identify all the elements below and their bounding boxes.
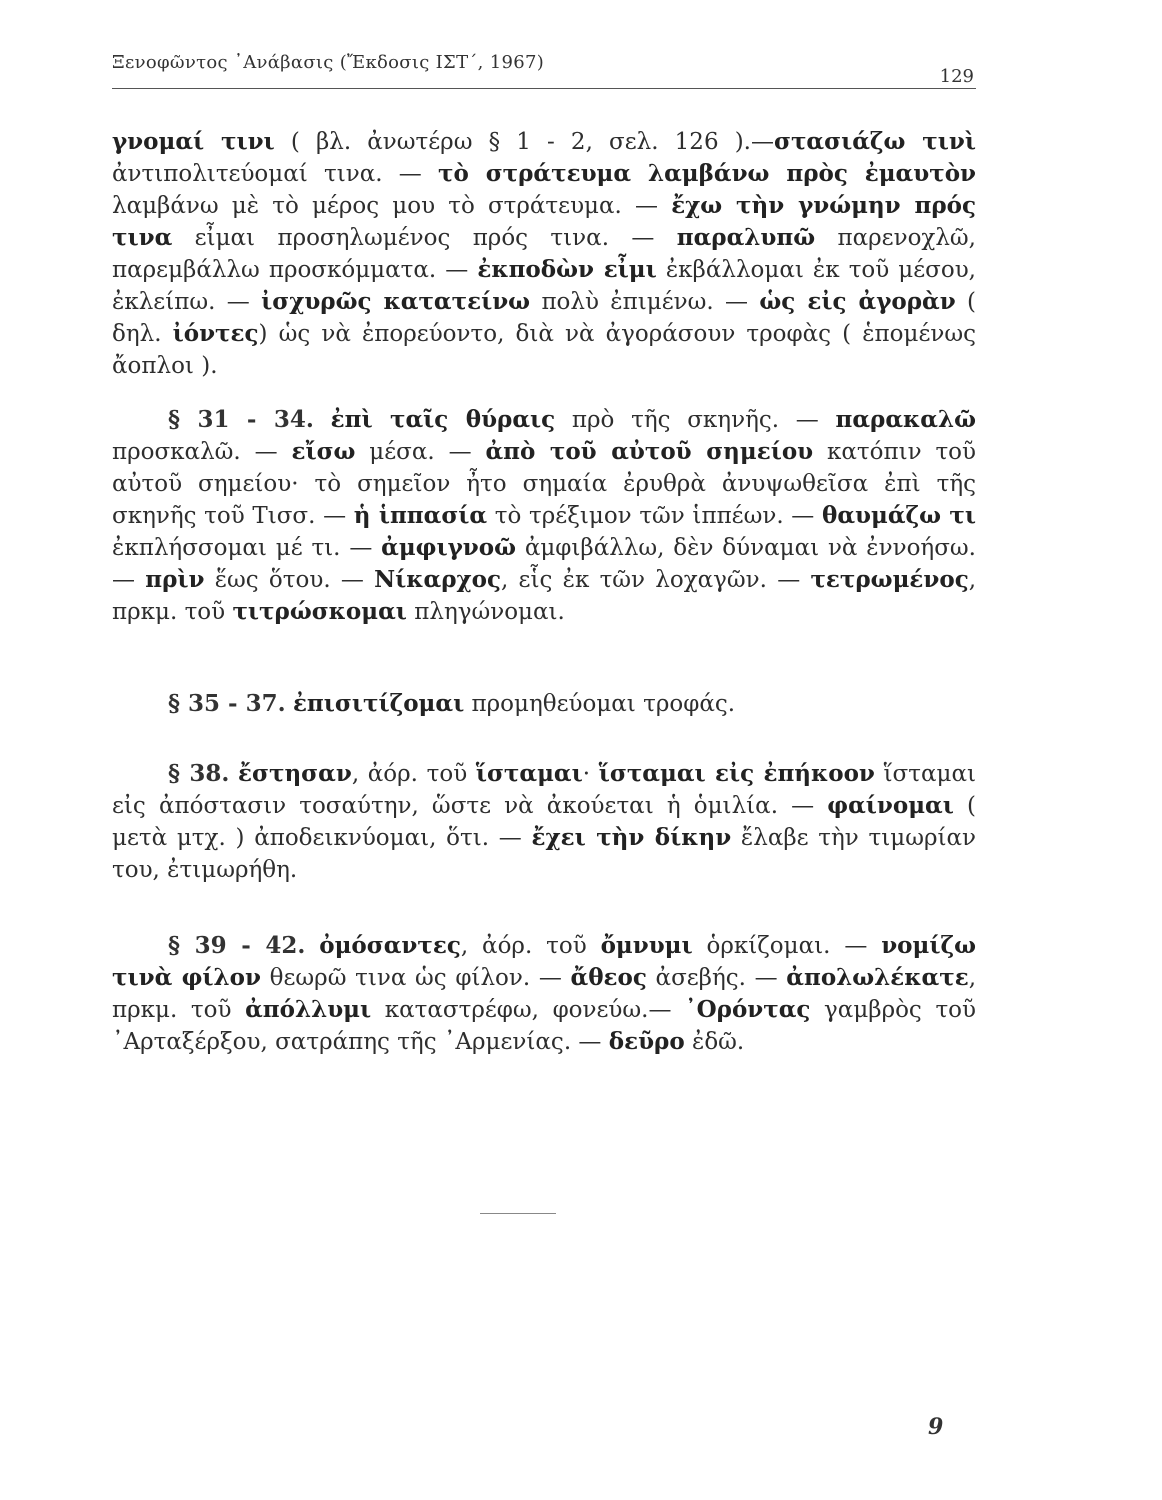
gloss: ἐκβάλλομαι ἐκ τοῦ μέσου, ἐκλείπω. — <box>112 257 976 315</box>
term: ἄθεος <box>570 964 647 991</box>
term: ἐκποδὼν εἶμι <box>477 256 657 283</box>
gloss: ἐδῶ. <box>684 1029 745 1055</box>
section-number: § 35 - 37. <box>168 690 286 717</box>
term: νομίζω τινὰ φίλον <box>112 932 976 991</box>
term: ἰόντες <box>172 320 259 347</box>
gloss: ὁρκίζομαι. — <box>692 933 882 959</box>
gloss: ἀντιπολιτεύομαί τινα. — <box>112 161 438 187</box>
gloss: προσκαλῶ. — <box>112 439 292 465</box>
gloss: γαμβρὸς τοῦ ᾿Αρταξέρξου, σατράπης τῆς ᾿Αρμενίας. — <box>112 997 976 1055</box>
gloss: ἀσεβής. — <box>646 965 787 991</box>
gloss: ( δηλ. <box>112 289 976 347</box>
term: Νίκαρχος <box>374 566 501 593</box>
running-title: Ξενοφῶντος ᾿Ανάβασις (Ἔκδοσις ΙΣΤ΄, 1967) <box>112 52 545 73</box>
gloss: πολὺ ἐπιμένω. — <box>530 289 760 315</box>
term: ἵσταμαι εἰς ἐπήκοον <box>598 760 875 787</box>
term: ἀμφιγνοῶ <box>381 534 516 561</box>
term: ἔχει τὴν δίκην <box>531 824 732 851</box>
section-number: § 38. <box>168 760 230 787</box>
gloss: παρενοχλῶ, παρεμβάλλω προσκόμματα. — <box>112 225 976 283</box>
gloss: ἔλαβε τὴν τιμωρίαν του, ἐτιμωρήθη. <box>112 825 976 883</box>
paragraph-vocabulary-5 <box>112 930 976 1058</box>
term: ἰσχυρῶς κατατείνω <box>261 288 531 315</box>
term: ᾿Ορόντας <box>685 996 811 1023</box>
paragraph-3 <box>112 688 976 720</box>
gloss: , πρκμ. τοῦ <box>112 965 976 1023</box>
term: θαυμάζω τι <box>821 502 976 529</box>
paragraph-vocabulary-4 <box>112 758 976 886</box>
term: ὀμόσαντες <box>319 932 461 959</box>
term: πρὶν <box>145 566 205 593</box>
gloss: πρὸ τῆς σκηνῆς. — <box>555 407 836 433</box>
signature-mark: 9 <box>928 1414 944 1440</box>
gloss: εἶμαι προσηλωμένος πρός τινα. — <box>172 225 677 251</box>
gloss: , εἷς ἐκ τῶν λοχαγῶν. — <box>501 567 811 593</box>
paragraph-4 <box>112 758 976 886</box>
term: ἐπὶ ταῖς θύραις <box>330 406 556 433</box>
gloss: ἀμφιβάλλω, δὲν δύναμαι νὰ ἐννοήσω. — <box>112 535 976 593</box>
term: τιτρώσκομαι <box>232 598 407 625</box>
gloss: , ἀόρ. τοῦ <box>351 761 476 787</box>
term: ἔχω τὴν γνώμην πρός τινα <box>112 192 976 251</box>
gloss: λαμβάνω μὲ τὸ μέρος μου τὸ στράτευμα. — <box>112 193 672 219</box>
term: τετρωμένος <box>810 566 969 593</box>
term: ἔστησαν <box>238 760 352 787</box>
paragraph-5 <box>112 930 976 1058</box>
paragraph-1 <box>112 126 976 382</box>
gloss: , πρκμ. τοῦ <box>112 567 977 625</box>
paragraph-2 <box>112 404 976 628</box>
term: παρακαλῶ <box>835 406 977 433</box>
paragraph-vocabulary-1 <box>112 126 976 382</box>
running-header <box>112 48 976 89</box>
paragraph-vocabulary-3 <box>112 688 976 720</box>
gloss: · <box>582 761 599 787</box>
gloss: ( βλ. ἀνωτέρω § 1 - 2, σελ. 126 ).— <box>274 129 774 155</box>
gloss: , ἀόρ. τοῦ <box>460 933 601 959</box>
term: γνομαί τινι <box>112 128 275 155</box>
gloss: ἐκπλήσσομαι μέ τι. — <box>112 535 382 561</box>
term: δεῦρο <box>608 1028 685 1055</box>
term: ὡς εἰς ἀγορὰν <box>759 288 956 315</box>
gloss: μέσα. — <box>355 439 486 465</box>
term: ὄμνυμι <box>600 932 693 959</box>
term: στασιάζω τινὶ <box>774 128 976 155</box>
term: ἀπὸ τοῦ αὐτοῦ σημείου <box>485 438 814 465</box>
page-number: 129 <box>939 66 974 87</box>
gloss: ἕως ὅτου. — <box>204 567 375 593</box>
gloss: πληγώνομαι. <box>406 599 565 625</box>
section-number: § 39 - 42. <box>168 932 306 959</box>
term: ἀπολωλέκατε <box>786 964 969 991</box>
term: παραλυπῶ <box>676 224 816 251</box>
gloss: κατόπιν τοῦ αὐτοῦ σημείου· τὸ σημεῖον ἦτο σημαία ἐρυθρὰ ἀνυψωθεῖσα ἐπὶ τῆς σκηνῆς τοῦ Τισσ. — <box>112 439 976 529</box>
paragraph-vocabulary-2 <box>112 404 976 628</box>
term: ἡ ἱππασία <box>353 502 488 529</box>
gloss: ἵσταμαι εἰς ἀπόστασιν τοσαύτην, ὥστε νὰ ἀκούεται ἡ ὁμιλία. — <box>112 761 976 819</box>
footnote-divider <box>480 1213 556 1214</box>
gloss: θεωρῶ τινα ὡς φίλον. — <box>261 965 571 991</box>
gloss: καταστρέφω, φονεύω.— <box>371 997 686 1023</box>
term: ἐπισιτίζομαι <box>292 690 465 717</box>
gloss: ) ὡς νὰ ἐπορεύοντο, διὰ νὰ ἀγοράσουν τροφὰς ( ἑπομένως ἄοπλοι ). <box>112 321 976 379</box>
term: εἴσω <box>291 438 356 465</box>
term: φαίνομαι <box>827 792 954 819</box>
section-number: § 31 - 34. <box>168 406 314 433</box>
gloss: προμηθεύομαι τροφάς. <box>464 691 736 717</box>
term: τὸ στράτευμα λαμβάνω πρὸς ἐμαυτὸν <box>437 160 976 187</box>
term: ἵσταμαι <box>475 760 583 787</box>
gloss: ( μετὰ μτχ. ) ἀποδεικνύομαι, ὅτι. — <box>112 793 976 851</box>
term: ἀπόλλυμι <box>245 996 372 1023</box>
gloss: τὸ τρέξιμον τῶν ἱππέων. — <box>487 503 822 529</box>
